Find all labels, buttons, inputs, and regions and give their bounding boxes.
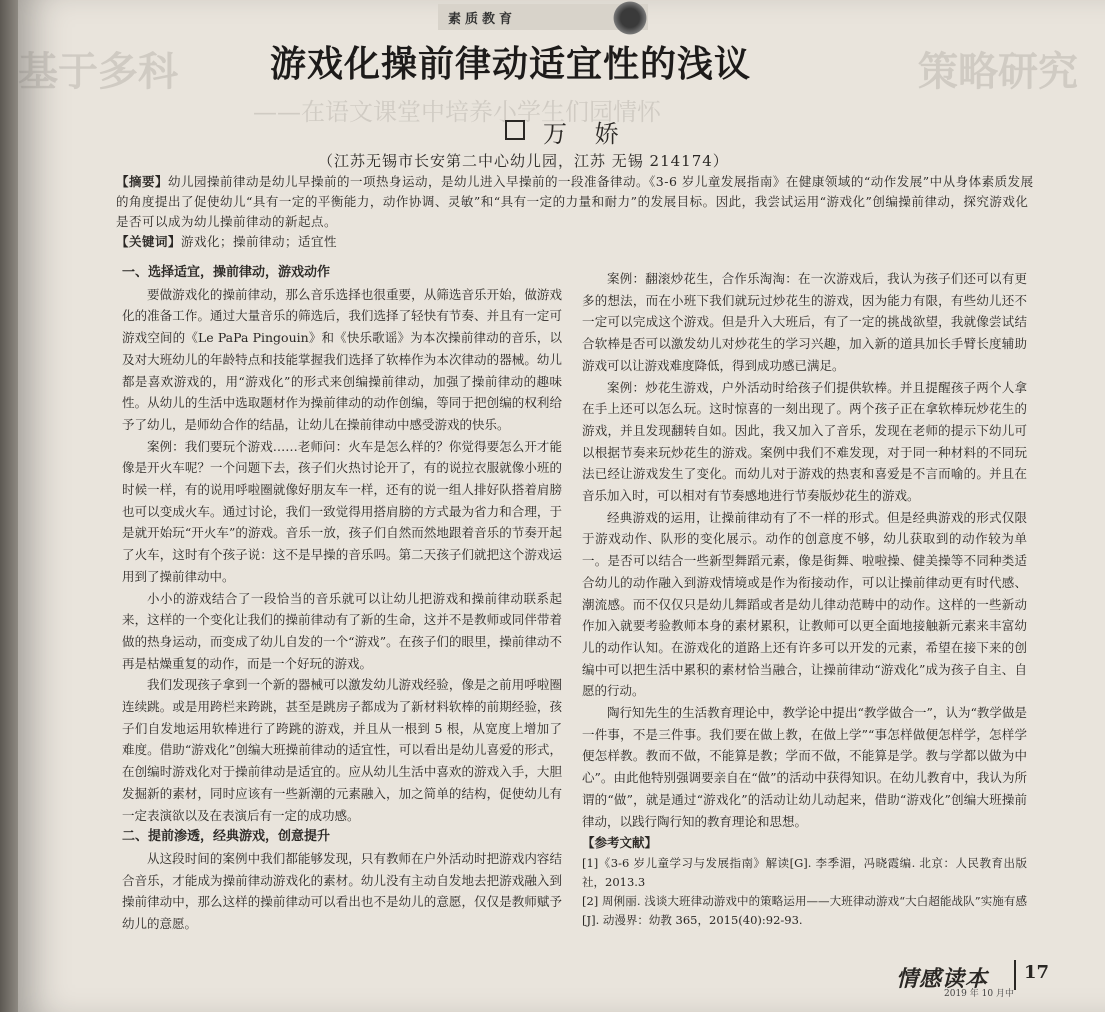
bleed-through-title-left: 基于多科 (18, 48, 178, 95)
footer-divider (1014, 960, 1016, 990)
paragraph: 我们发现孩子拿到一个新的器械可以激发幼儿游戏经验，像是之前用呼啦圈连续跳。或是用跨栏来跨跳，甚至是跳房子都成为了新材料软棒的前期经验，孩子们自发地运用软棒进行了跨跳的游戏，并且从一根到 5 根，从宽度上增加了难度。借助“游戏化”创编大班操前律动的适宜性，可以看出是幼儿喜爱的形式，在创编时游戏化对于操前律动是适宜的。应从幼儿生活中喜欢的游戏入手，大胆发掘新的素材，同时应该有一些新潮的元素融入，加之简单的结构，促使幼儿有一定表演欲以及在表演后有一定的成功感。 (122, 677, 562, 823)
keywords-paragraph (116, 232, 1036, 252)
abstract-block (116, 172, 1036, 252)
left-column (122, 262, 562, 935)
section-logo-icon (610, 0, 650, 36)
paragraph: 陶行知先生的生活教育理论中，教学论中提出“教学做合一”，认为“教学做是一件事，不是三件事。我们要在做上教，在做上学”“事怎样做便怎样学，怎样学便怎样教。教而不做，不能算是教；学而不做，不能算是学。教与学都以做为中心”。由此他特别强调要亲自在“做”的活动中获得知识。在幼儿教育中，我认为所谓的“做”，就是通过“游戏化”的活动让幼儿动起来，借助“游戏化”创编大班操前律动，以践行陶行知的教育理论和思想。 (582, 705, 1027, 829)
section-header: 素质教育 (448, 12, 517, 27)
page-number: 17 (1024, 962, 1050, 983)
magazine-page (18, 0, 1105, 1012)
article-title: 游戏化操前律动适宜性的浅议 (270, 43, 752, 85)
abstract-text: 幼儿园操前律动是幼儿早操前的一项热身运动，是幼儿进入早操前的一段准备律动。《3-6 岁儿童发展指南》在健康领域的“动作发展”中从身体素质发展的角度提出了促使幼儿“具有一定的平衡能力，动作协调、灵敏”和“具有一定的力量和耐力”的发展目标。因此，我尝试运用“游戏化”创编操前律动，探究游戏化是否可以成为幼儿操前律动的新起点。 (116, 174, 1034, 229)
paragraph: 从这段时间的案例中我们都能够发现，只有教师在户外活动时把游戏内容结合音乐，才能成为操前律动游戏化的素材。幼儿没有主动自发地去把游戏融入到操前律动中，那么这样的操前律动可以看出也不是幼儿的意愿，仅仅是教师赋予幼儿的意愿。 (122, 850, 562, 932)
paragraph: 案例：翻滚炒花生，合作乐淘淘：在一次游戏后，我认为孩子们还可以有更多的想法，而在小班下我们就玩过炒花生的游戏，因为能力有限，有些幼儿还不一定可以完成这个游戏。但是升入大班后，有了一定的挑战欲望，我就像尝试结合软棒是否可以激发幼儿对炒花生的学习兴趣，加入新的道具加长手臂长度辅助游戏可以让游戏难度降低，得到成功感已满足。 (582, 271, 1027, 373)
paragraph: 小小的游戏结合了一段恰当的音乐就可以让幼儿把游戏和操前律动联系起来，这样的一个变化让我们的操前律动有了新的生命，这并不是教师或同伴带着做的热身运动，而变成了幼儿自发的一个“游戏”。在孩子们的眼里，操前律动不再是枯燥重复的动作，而是一个好玩的游戏。 (122, 590, 562, 671)
abstract-label: 【摘要】 (116, 174, 169, 189)
author-affiliation: （江苏无锡市长安第二中心幼儿园，江苏 无锡 214174） (318, 152, 729, 170)
references-heading: 【参考文献】 (582, 835, 658, 851)
paragraph: 经典游戏的运用，让操前律动有了不一样的形式。但是经典游戏的形式仅限于游戏动作、队形的变化展示。动作的创意度不够，幼儿获取到的动作较为单一。是否可以结合一些新型舞蹈元素，像是街舞、啦啦操、健美操等不同种类适合幼儿的动作融入到游戏情境或是作为衔接动作，可以让操前律动更有时代感、潮流感。而不仅仅只是幼儿舞蹈或者是幼儿律动范畴中的动作。这样的一些新动作加入就要考验教师本身的素材累积，让教师可以更全面地接触新元素来丰富幼儿的动作认知。在游戏化的道路上还有许多可以开发的元素，希望在接下来的创编中可以把生活中累积的素材恰当融合，让操前律动“游戏化”成为孩子自主、自愿的行动。 (582, 509, 1027, 699)
abstract-paragraph (116, 172, 1036, 232)
paragraph: 案例：炒花生游戏，户外活动时给孩子们提供软棒。并且提醒孩子两个人拿在手上还可以怎么玩。这时惊喜的一刻出现了。两个孩子正在拿软棒玩炒花生的游戏，并且发现翻转自如。因此，我又加入了音乐，发现在老师的提示下幼儿可以根据节奏来玩炒花生的游戏。案例中我们不难发现，对于同一种材料的不同玩法已经让游戏发生了变化。而幼儿对于游戏的热衷和喜爱是不言而喻的。并且在音乐加入时，可以相对有节奏感地进行节奏版炒花生的游戏。 (582, 379, 1027, 504)
reference-item: [2] 周俐丽. 浅谈大班律动游戏中的策略运用——大班律动游戏“大白超能战队”实施有感[J]. 动漫界：幼教 365，2015(40):92-93. (582, 893, 1027, 927)
reference-item: [1]《3-6 岁儿童学习与发展指南》解读[G]. 李季湄，冯晓霞编. 北京：人民教育出版社，2013.3 (582, 855, 1027, 889)
issue-date: 2019 年 10 月中 (944, 989, 1014, 999)
article-author: 万 娇 (543, 120, 629, 148)
section-heading-2: 二、提前渗透，经典游戏，创意提升 (122, 829, 331, 845)
bleed-through-title-right: 策略研究 (918, 48, 1078, 95)
paragraph: 要做游戏化的操前律动，那么音乐选择也很重要，从筛选音乐开始，做游戏化的准备工作。通过大量音乐的筛选后，我们选择了轻快有节奏、并且有一定可游戏空间的《Le PaPa Pingouin》和《快乐歌谣》为本次操前律动的音乐，以及对大班幼儿的年龄特点和技能掌握我们选择了软棒作为本次律动的器械。幼儿都是喜欢游戏的，用“游戏化”的形式来创编操前律动，加强了操前律动的趣味性。从幼儿的生活中选取题材作为操前律动的动作创编，等同于把创编的权利给予了幼儿，是师幼合作的结晶，让幼儿在操前律动中感受游戏的快乐。 (122, 286, 562, 432)
keywords-label: 【关键词】 (116, 234, 182, 249)
keywords-text: 游戏化；操前律动；适宜性 (181, 234, 338, 249)
magazine-logo: 情感读本 (896, 966, 989, 992)
bleed-through-subtitle: ——在语文课堂中培养小学生们园情怀 (253, 98, 661, 126)
right-column (582, 268, 1027, 930)
author-box-icon (505, 120, 525, 140)
section-heading-1: 一、选择适宜，操前律动，游戏动作 (122, 265, 331, 280)
paragraph: 案例：我们要玩个游戏……老师问：火车是怎么样的？你觉得要怎么开才能像是开火车呢？一个问题下去，孩子们火热讨论开了，有的说拉衣服就像小班的时候一样，有的说用呼啦圈就像好朋友车一样，还有的说一组人排好队搭着肩膀也可以变成火车。通过讨论，我们一致觉得用搭肩膀的方式最为省力和合理，于是就开始玩“开火车”的游戏。音乐一放，孩子们自然而然地跟着音乐的节奏开起了火车，这时有个孩子说：这不是早操的音乐吗。第二天孩子们就把这个游戏运用到了操前律动中。 (122, 438, 562, 584)
